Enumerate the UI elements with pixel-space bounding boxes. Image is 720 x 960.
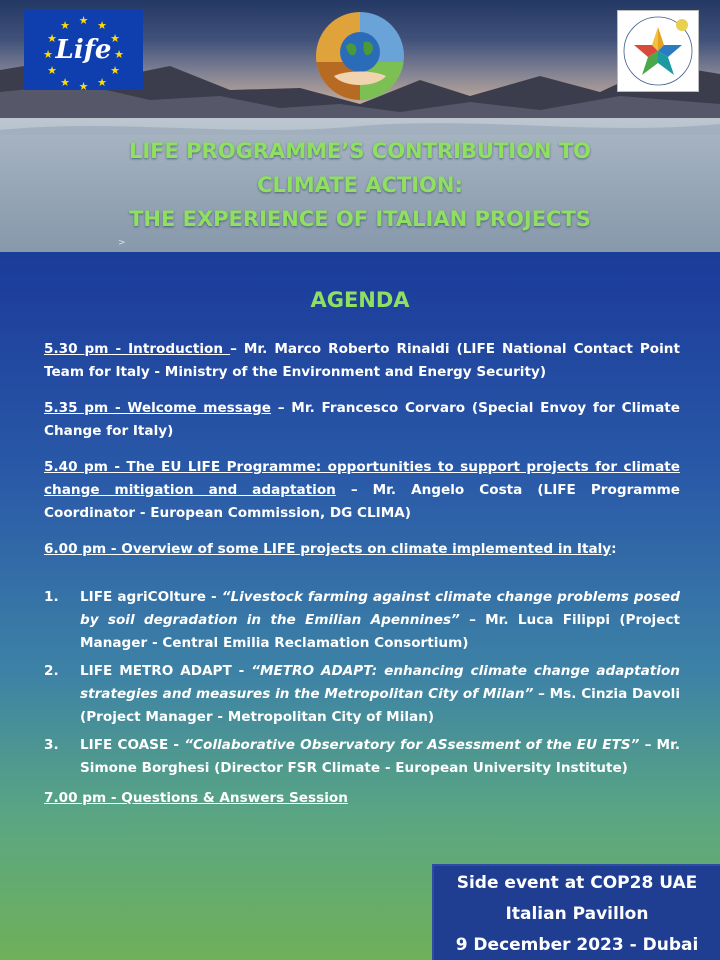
agenda-item-overview: [44, 538, 680, 561]
svg-text:★: ★: [60, 76, 70, 89]
agenda-item-eu-life: [44, 456, 680, 525]
project-item: [44, 660, 680, 729]
svg-text:★: ★: [97, 19, 107, 32]
agenda-item-head: 5.40 pm - The EU LIFE Programme: opportunities to support projects for climate change mitigation and adaptation: [44, 459, 680, 498]
side-event-box: [432, 864, 720, 960]
earth-hands-logo: [316, 12, 404, 100]
project-name: LIFE METRO ADAPT -: [80, 663, 252, 679]
earth-globe-icon: [316, 12, 404, 100]
project-speaker: – Ms. Cinzia Davoli (Project Manager - Metropolitan City of Milan): [80, 686, 680, 725]
project-item: [44, 586, 680, 655]
project-number: 1.: [44, 589, 59, 605]
ministry-star-icon: [618, 11, 698, 91]
agenda-item-welcome: [44, 397, 680, 443]
project-quote: “Livestock farming against climate change problems posed by soil degradation in the Emilian Apennines”: [80, 589, 680, 628]
agenda-item-head: 5.35 pm - Welcome message: [44, 400, 271, 416]
svg-text:★: ★: [60, 19, 70, 32]
agenda-item-introduction: [44, 338, 680, 384]
header-banner: [0, 0, 720, 252]
svg-text:★: ★: [47, 64, 57, 77]
caret-mark: >: [118, 238, 126, 248]
agenda-item-body: :: [611, 541, 617, 557]
project-speaker: – Mr. Simone Borghesi (Director FSR Climate - European University Institute): [80, 737, 681, 776]
svg-text:★: ★: [97, 76, 107, 89]
ministry-logo: [617, 10, 699, 92]
agenda-item-head: 5.30 pm - Introduction: [44, 341, 231, 357]
svg-text:★: ★: [110, 64, 120, 77]
event-title: [40, 134, 680, 236]
svg-text:★: ★: [78, 14, 89, 27]
project-number: 3.: [44, 737, 59, 753]
eu-life-logo: [24, 10, 143, 90]
title-line-1: LIFE PROGRAMME’S CONTRIBUTION TO: [128, 139, 592, 163]
svg-text:★: ★: [43, 48, 53, 61]
project-name: LIFE COASE -: [80, 737, 185, 753]
svg-text:★: ★: [114, 48, 124, 61]
project-speaker: – Mr. Luca Filippi (Project Manager - Central Emilia Reclamation Consortium): [80, 612, 680, 651]
side-event-line-3: 9 December 2023 - Dubai: [455, 935, 699, 955]
project-quote: “Collaborative Observatory for ASsessment of the EU ETS”: [184, 737, 640, 753]
agenda-item-head: 6.00 pm - Overview of some LIFE projects on climate implemented in Italy: [44, 541, 612, 557]
agenda-item-body: – Mr. Marco Roberto Rinaldi (LIFE National Contact Point Team for Italy - Ministry of the Environment and Energy Security): [44, 341, 680, 380]
title-line-3: THE EXPERIENCE OF ITALIAN PROJECTS: [129, 207, 591, 231]
agenda-content: [44, 338, 680, 810]
agenda-item-body: – Mr. Francesco Corvaro (Special Envoy for Climate Change for Italy): [44, 400, 680, 439]
project-item: [44, 734, 680, 780]
agenda-item-body: – Mr. Angelo Costa (LIFE Programme Coordinator - European Commission, DG CLIMA): [44, 482, 680, 521]
side-event-line-1: Side event at COP28 UAE: [456, 873, 698, 893]
svg-text:★: ★: [110, 32, 120, 45]
svg-text:★: ★: [47, 32, 57, 45]
project-quote: “METRO ADAPT: enhancing climate change adaptation strategies and measures in the Metropolitan City of Milan”: [80, 663, 680, 702]
side-event-line-2: Italian Pavillon: [505, 904, 649, 924]
project-number: 2.: [44, 663, 59, 679]
title-line-2: CLIMATE ACTION:: [257, 173, 463, 197]
agenda-heading: AGENDA: [310, 288, 410, 312]
agenda-item-qa: 7.00 pm - Questions & Answers Session: [44, 790, 348, 806]
life-logo-text: Life: [55, 35, 112, 65]
svg-text:★: ★: [78, 80, 89, 90]
project-name: LIFE agriCOlture -: [80, 589, 222, 605]
projects-list: [44, 586, 680, 780]
